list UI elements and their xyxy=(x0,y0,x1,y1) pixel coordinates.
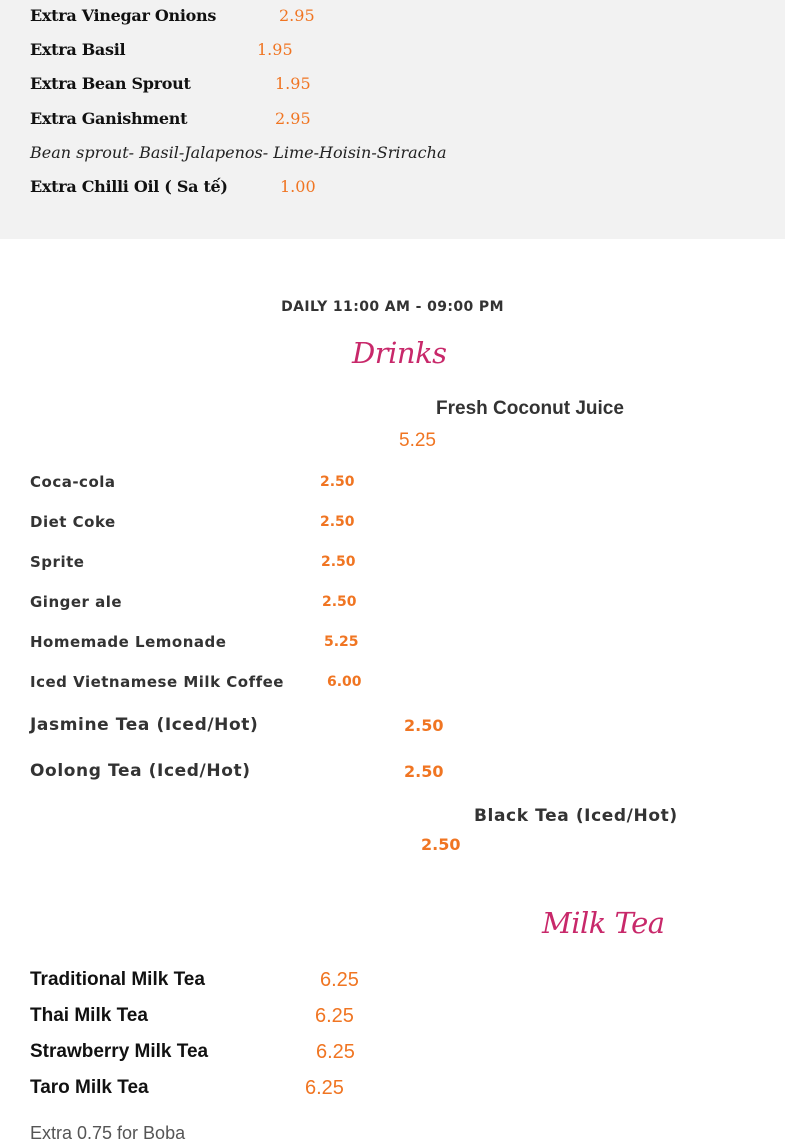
traditional-milk-tea-name: Traditional Milk Tea xyxy=(30,969,205,990)
opening-hours: DAILY 11:00 AM - 09:00 PM xyxy=(281,299,504,315)
jasmine-tea-name: Jasmine Tea (Iced/Hot) xyxy=(30,715,259,735)
oolong-tea-price: 2.50 xyxy=(404,762,444,781)
extra-vinegar-onions-name: Extra Vinegar Onions xyxy=(30,6,217,25)
homemade-lemonade-price: 5.25 xyxy=(324,634,359,650)
homemade-lemonade-name: Homemade Lemonade xyxy=(30,633,227,651)
strawberry-milk-tea-name: Strawberry Milk Tea xyxy=(30,1041,209,1062)
thai-milk-tea-name: Thai Milk Tea xyxy=(30,1005,148,1026)
extra-bean-sprout-name: Extra Bean Sprout xyxy=(30,74,191,93)
sprite-price: 2.50 xyxy=(321,554,356,570)
extra-ganishment-price: 2.95 xyxy=(275,109,311,128)
ginger-ale-name: Ginger ale xyxy=(30,593,123,611)
sprite-name: Sprite xyxy=(30,553,85,571)
fresh-coconut-juice-price: 5.25 xyxy=(399,430,436,451)
iced-vietnamese-milk-coffee-name: Iced Vietnamese Milk Coffee xyxy=(30,673,284,691)
extra-chilli-oil-name: Extra Chilli Oil ( Sa tế) xyxy=(30,177,228,196)
ginger-ale-price: 2.50 xyxy=(322,594,357,610)
extra-basil-name: Extra Basil xyxy=(30,40,126,59)
traditional-milk-tea-price: 6.25 xyxy=(320,969,359,991)
diet-coke-price: 2.50 xyxy=(320,514,355,530)
extra-ganishment-name: Extra Ganishment xyxy=(30,109,188,128)
iced-vietnamese-milk-coffee-price: 6.00 xyxy=(327,674,362,690)
drinks-title: Drinks xyxy=(352,336,447,370)
black-tea-name: Black Tea (Iced/Hot) xyxy=(474,806,678,826)
extra-basil-price: 1.95 xyxy=(257,40,293,59)
taro-milk-tea-price: 6.25 xyxy=(305,1077,344,1099)
extra-vinegar-onions-price: 2.95 xyxy=(279,6,315,25)
milk-tea-title: Milk Tea xyxy=(542,906,665,940)
boba-note: Extra 0.75 for Boba xyxy=(30,1123,186,1143)
garnish-description: Bean sprout- Basil-Jalapenos- Lime-Hoisin-Sriracha xyxy=(30,143,447,162)
oolong-tea-name: Oolong Tea (Iced/Hot) xyxy=(30,761,251,781)
taro-milk-tea-name: Taro Milk Tea xyxy=(30,1077,149,1098)
strawberry-milk-tea-price: 6.25 xyxy=(316,1041,355,1063)
extra-chilli-oil-price: 1.00 xyxy=(280,177,316,196)
jasmine-tea-price: 2.50 xyxy=(404,716,444,735)
thai-milk-tea-price: 6.25 xyxy=(315,1005,354,1027)
coca-cola-price: 2.50 xyxy=(320,474,355,490)
fresh-coconut-juice-name: Fresh Coconut Juice xyxy=(436,398,624,419)
black-tea-price: 2.50 xyxy=(421,835,461,854)
extra-bean-sprout-price: 1.95 xyxy=(275,74,311,93)
diet-coke-name: Diet Coke xyxy=(30,513,116,531)
coca-cola-name: Coca-cola xyxy=(30,473,116,491)
